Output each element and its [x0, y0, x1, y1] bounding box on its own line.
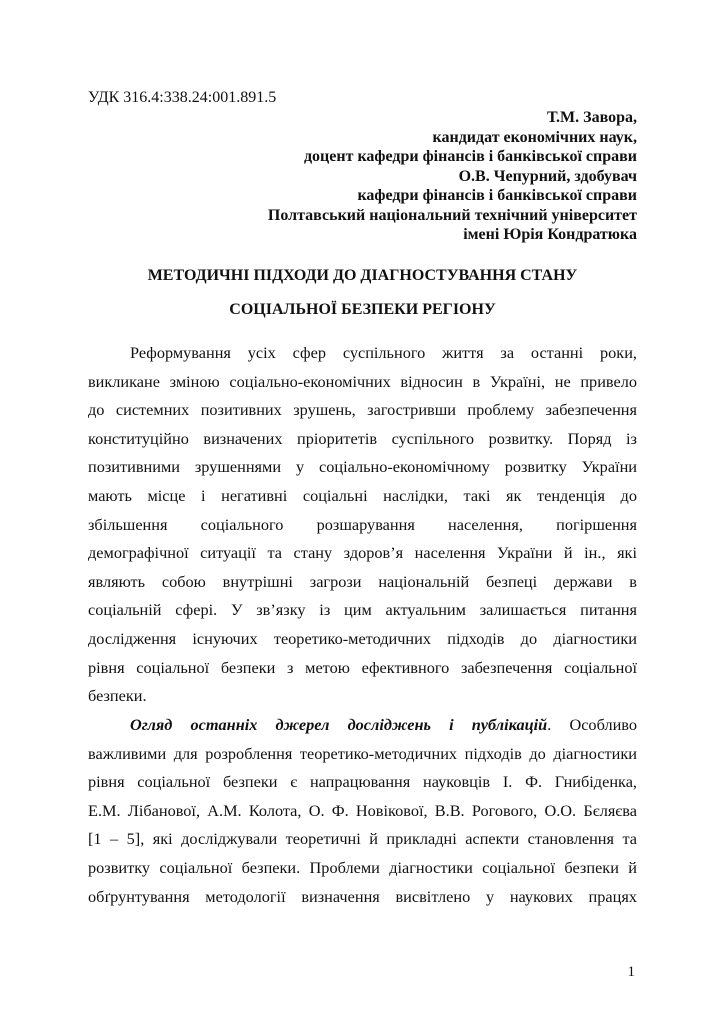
author-line: імені Юрія Кондратюка [463, 226, 637, 243]
text-line: соціальній сфері. У зв’язку із цим актуальним залишається питання [88, 600, 637, 620]
text-line: [1 – 5], які досліджували теоретичні й прикладні аспекти становлення та [88, 829, 637, 849]
section-keyword: Огляд останніх джерел досліджень і публікацій [130, 715, 548, 734]
text-line: являють собою внутрішні загрози національній безпеці держави в [88, 571, 637, 591]
text-line: рівня соціальної безпеки є напрацювання науковців І. Ф. Гнибіденка, [88, 772, 637, 792]
text-line: рівня соціальної безпеки з метою ефективного забезпечення соціальної [88, 657, 637, 677]
author-block [268, 108, 637, 245]
title-line: СОЦІАЛЬНОЇ БЕЗПЕКИ РЕГІОНУ [229, 301, 496, 318]
text-line: розвитку соціальної безпеки. Проблеми діагностики соціальної безпеки й [88, 857, 637, 877]
page-number: 1 [627, 964, 635, 980]
text-line [88, 711, 637, 740]
author-line: кафедри фінансів і банківської справи [357, 187, 637, 204]
author-line: О.В. Чепурний, здобувач [458, 167, 637, 185]
text-line: до системних позитивних зрушень, загостривши проблему забезпечення [88, 400, 637, 420]
text-line: важливими для розроблення теоретико-методичних підходів до діагностики [88, 743, 637, 763]
title-line: МЕТОДИЧНІ ПІДХОДИ ДО ДІАГНОСТУВАННЯ СТАНУ [147, 267, 578, 284]
text-line: обґрунтування методології визначення висвітлено у наукових працях [88, 886, 637, 906]
text-line: викликане зміною соціально-економічних відносин в Україні, не привело [88, 371, 637, 391]
author-line: Т.М. Завора, [546, 109, 637, 126]
text-line: позитивними зрушеннями у соціально-економічному розвитку України [88, 457, 637, 477]
text-line: безпеки. [88, 686, 147, 706]
paragraph-literature-review [88, 711, 637, 911]
author-line: доцент кафедри фінансів і банківської справи [303, 148, 637, 165]
text-line: демографічної ситуації та стану здоров’я населення України й ін., які [88, 543, 637, 563]
author-line: Полтавський національний технічний університет [267, 206, 637, 224]
text-line: збільшення соціального розшарування населення, погіршення [88, 514, 637, 534]
text-line: конституційно визначених пріоритетів суспільного розвитку. Поряд із [88, 428, 637, 448]
text-line: Е.М. Лібанової, А.М. Колота, О. Ф. Новікової, В.В. Рогового, О.О. Бєляєва [88, 800, 637, 820]
text-line: мають місце і негативні соціальні наслідки, такі як тенденція до [88, 485, 637, 505]
text-line: Реформування усіх сфер суспільного життя за останні роки, [130, 343, 637, 362]
text-line: дослідження існуючих теоретико-методичних підходів до діагностики [88, 628, 637, 648]
article-title [88, 259, 637, 327]
paragraph-intro [88, 339, 637, 711]
author-line: кандидат економічних наук, [432, 128, 637, 146]
udc-code: УДК 316.4:338.24:001.891.5 [88, 89, 277, 106]
text-fragment: . Особливо [547, 715, 638, 734]
